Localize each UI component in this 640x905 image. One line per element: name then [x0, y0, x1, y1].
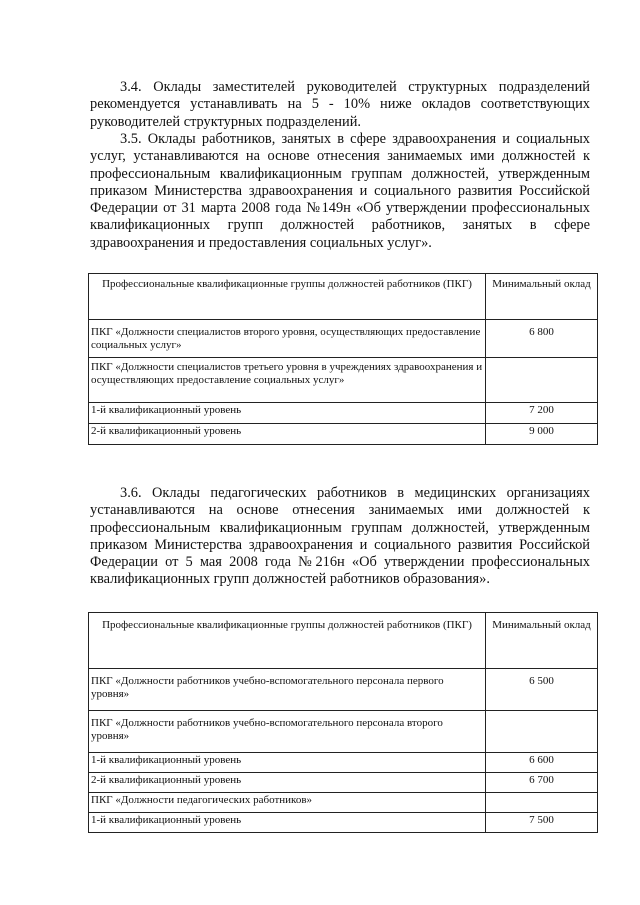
row-salary: 6 600	[486, 753, 598, 773]
table-row	[89, 773, 598, 793]
row-salary	[486, 358, 598, 403]
row-name: 1-й квалификационный уровень	[89, 403, 486, 424]
row-salary: 6 500	[486, 669, 598, 711]
table-row	[89, 793, 598, 813]
salary-table-education	[88, 612, 598, 833]
table-header-row	[89, 613, 598, 669]
row-name: ПКГ «Должности работников учебно-вспомогательного персонала второго уровня»	[89, 711, 486, 753]
paragraph-3-6: 3.6. Оклады педагогических работников в медицинских организациях устанавливаются на основе отнесения занимаемых ими должностей к профессиональным квалификационным группам должностей, утвержденным приказом Министерства здравоохранения и социального развития Российской Федерации от 5 мая 2008 года №216н «Об утверждении профессиональных квалификационных групп должностей работников образования».	[90, 485, 590, 588]
row-name: 1-й квалификационный уровень	[89, 753, 486, 773]
table-row	[89, 711, 598, 753]
table-row	[89, 424, 598, 445]
row-name: ПКГ «Должности специалистов третьего уровня в учреждениях здравоохранения и осуществляющих предоставление социальных услуг»	[89, 358, 486, 403]
row-salary	[486, 711, 598, 753]
row-name: 1-й квалификационный уровень	[89, 813, 486, 833]
table-row	[89, 813, 598, 833]
table-row	[89, 669, 598, 711]
header-salary: Минимальный оклад	[486, 274, 598, 320]
table-row	[89, 320, 598, 358]
table-row	[89, 753, 598, 773]
header-groups: Профессиональные квалификационные группы должностей работников (ПКГ)	[89, 274, 486, 320]
paragraph-3-4: 3.4. Оклады заместителей руководителей структурных подразделений рекомендуется устанавливать на 5 - 10% ниже окладов соответствующих руководителей структурных подразделений.	[90, 79, 590, 130]
row-salary: 9 000	[486, 424, 598, 445]
header-groups: Профессиональные квалификационные группы должностей работников (ПКГ)	[89, 613, 486, 669]
row-name: 2-й квалификационный уровень	[89, 773, 486, 793]
row-salary	[486, 793, 598, 813]
header-salary: Минимальный оклад	[486, 613, 598, 669]
paragraph-3-5: 3.5. Оклады работников, занятых в сфере здравоохранения и социальных услуг, устанавливаются на основе отнесения занимаемых ими должностей к профессиональным квалификационным группам должностей, утвержденным приказом Министерства здравоохранения и социального развития Российской Федерации от 31 марта 2008 года №149н «Об утверждении профессиональных квалификационных групп должностей работников, занятых в сфере здравоохранения и предоставления социальных услуг».	[90, 131, 590, 251]
row-salary: 7 200	[486, 403, 598, 424]
table-row	[89, 358, 598, 403]
row-salary: 7 500	[486, 813, 598, 833]
table-header-row	[89, 274, 598, 320]
row-salary: 6 800	[486, 320, 598, 358]
table-row	[89, 403, 598, 424]
row-salary: 6 700	[486, 773, 598, 793]
row-name: 2-й квалификационный уровень	[89, 424, 486, 445]
row-name: ПКГ «Должности специалистов второго уровня, осуществляющих предоставление социальных услуг»	[89, 320, 486, 358]
row-name: ПКГ «Должности работников учебно-вспомогательного персонала первого уровня»	[89, 669, 486, 711]
salary-table-health	[88, 273, 598, 445]
row-name: ПКГ «Должности педагогических работников»	[89, 793, 486, 813]
